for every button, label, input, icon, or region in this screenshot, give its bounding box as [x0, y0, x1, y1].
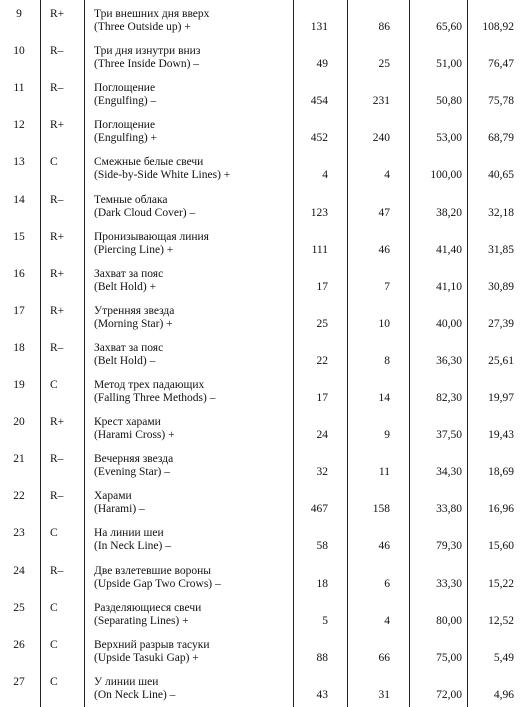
- total-count: 4: [322, 169, 328, 182]
- profit-value: 31,85: [488, 243, 514, 256]
- success-count: 7: [384, 280, 390, 293]
- pattern-name-en: (Falling Three Methods) –: [94, 392, 216, 404]
- pattern-name-en: (Side-by-Side White Lines) +: [94, 169, 231, 182]
- total-count: 18: [316, 577, 328, 590]
- profit-value: 40,65: [488, 169, 514, 182]
- pattern-number: 22: [13, 490, 25, 503]
- pattern-name-en: (Belt Hold) +: [94, 280, 157, 293]
- total-count: 43: [316, 688, 328, 701]
- table-row: [0, 188, 528, 225]
- pattern-name-ru: На линии шеи: [94, 527, 164, 540]
- pattern-number: 19: [13, 379, 25, 391]
- total-count: 17: [316, 392, 328, 404]
- table-row: [0, 336, 528, 373]
- pattern-type: C: [50, 156, 58, 169]
- pattern-number: 21: [13, 453, 25, 466]
- pattern-number: 15: [13, 230, 25, 243]
- pattern-number: 25: [13, 601, 25, 614]
- pattern-name-en: (In Neck Line) –: [94, 540, 171, 553]
- pattern-name-en: (Dark Cloud Cover) –: [94, 206, 196, 219]
- profit-value: 15,60: [488, 540, 514, 553]
- success-count: 14: [378, 392, 390, 404]
- success-percent: 33,30: [436, 577, 462, 590]
- pattern-name-en: (Belt Hold) –: [94, 354, 156, 367]
- pattern-name-ru: Три дня изнутри вниз: [94, 45, 201, 58]
- profit-value: 25,61: [488, 354, 514, 367]
- pattern-name-ru: Вечерняя звезда: [94, 453, 174, 466]
- pattern-name-en: (Engulfing) –: [94, 95, 157, 108]
- profit-value: 19,43: [488, 429, 514, 442]
- pattern-name-en: (Three Outside up) +: [94, 21, 191, 33]
- pattern-name-ru: Метод трех падающих: [94, 379, 205, 391]
- success-percent: 82,30: [436, 392, 462, 404]
- pattern-number: 24: [13, 564, 25, 577]
- success-percent: 41,40: [436, 243, 462, 256]
- profit-value: 68,79: [488, 132, 514, 145]
- profit-value: 76,47: [488, 58, 514, 71]
- pattern-name: [94, 639, 294, 665]
- success-percent: 38,20: [436, 206, 462, 219]
- total-count: 131: [310, 21, 328, 33]
- table-row: [0, 2, 528, 39]
- pattern-name-ru: Разделяющиеся свечи: [94, 601, 202, 614]
- table-row: [0, 299, 528, 336]
- success-percent: 80,00: [436, 614, 462, 627]
- pattern-name: [94, 305, 294, 331]
- pattern-number: 20: [13, 416, 25, 429]
- pattern-name-ru: Крест харами: [94, 416, 161, 429]
- pattern-name: [94, 379, 294, 405]
- pattern-name-en: (On Neck Line) –: [94, 688, 176, 701]
- table-row: [0, 670, 528, 707]
- profit-value: 27,39: [488, 317, 514, 330]
- pattern-type: C: [50, 638, 58, 651]
- table-row: [0, 150, 528, 187]
- pattern-name: [94, 676, 294, 702]
- success-percent: 100,00: [430, 169, 462, 182]
- success-count: 46: [378, 540, 390, 553]
- success-count: 66: [378, 651, 390, 664]
- profit-value: 18,69: [488, 466, 514, 479]
- pattern-name-ru: Захват за пояс: [94, 267, 164, 280]
- success-count: 25: [378, 58, 390, 71]
- success-count: 240: [372, 132, 390, 145]
- profit-value: 4,96: [493, 688, 514, 701]
- pattern-name-ru: У линии шеи: [94, 675, 159, 688]
- pattern-name: [94, 8, 294, 34]
- success-count: 46: [378, 243, 390, 256]
- pattern-name-ru: Две взлетевшие вороны: [94, 564, 212, 577]
- total-count: 123: [310, 206, 328, 219]
- pattern-name-en: (Upside Tasuki Gap) +: [94, 651, 199, 664]
- pattern-number: 10: [13, 45, 25, 58]
- pattern-name-en: (Three Inside Down) –: [94, 58, 200, 71]
- total-count: 25: [316, 317, 328, 330]
- pattern-number: 17: [13, 304, 25, 317]
- pattern-type: R+: [50, 304, 65, 317]
- success-count: 10: [378, 317, 390, 330]
- pattern-name-en: (Piercing Line) +: [94, 243, 174, 256]
- pattern-type: R+: [50, 8, 65, 20]
- pattern-name: [94, 156, 294, 182]
- pattern-name-ru: Утренняя звезда: [94, 304, 175, 317]
- success-percent: 53,00: [436, 132, 462, 145]
- pattern-name: [94, 119, 294, 145]
- pattern-number: 26: [13, 638, 25, 651]
- pattern-name: [94, 527, 294, 553]
- pattern-number: 16: [13, 267, 25, 280]
- table-row: [0, 39, 528, 76]
- success-count: 86: [378, 21, 390, 33]
- profit-value: 30,89: [488, 280, 514, 293]
- total-count: 22: [316, 354, 328, 367]
- pattern-type: C: [50, 675, 58, 688]
- pattern-name-en: (Harami Cross) +: [94, 429, 175, 442]
- pattern-name-en: (Separating Lines) +: [94, 614, 189, 627]
- success-percent: 75,00: [436, 651, 462, 664]
- success-percent: 51,00: [436, 58, 462, 71]
- pattern-type: R+: [50, 230, 65, 243]
- pattern-name: [94, 565, 294, 591]
- pattern-name: [94, 231, 294, 257]
- pattern-type: C: [50, 527, 58, 540]
- pattern-type: R–: [50, 564, 64, 577]
- pattern-number: 12: [13, 119, 25, 132]
- pattern-type: R+: [50, 119, 65, 132]
- table-row: [0, 262, 528, 299]
- pattern-name-en: (Morning Star) +: [94, 317, 173, 330]
- pattern-type: R–: [50, 82, 64, 95]
- success-percent: 37,50: [436, 429, 462, 442]
- success-count: 231: [372, 95, 390, 108]
- success-count: 6: [384, 577, 390, 590]
- pattern-name-ru: Пронизывающая линия: [94, 230, 209, 243]
- success-percent: 34,30: [436, 466, 462, 479]
- table-row: [0, 596, 528, 633]
- table-row: [0, 225, 528, 262]
- success-count: 9: [384, 429, 390, 442]
- table-row: [0, 113, 528, 150]
- profit-value: 12,52: [488, 614, 514, 627]
- success-count: 47: [378, 206, 390, 219]
- success-count: 158: [372, 503, 390, 516]
- pattern-type: C: [50, 379, 58, 391]
- success-percent: 41,10: [436, 280, 462, 293]
- pattern-name-ru: Смежные белые свечи: [94, 156, 204, 169]
- profit-value: 5,49: [493, 651, 514, 664]
- table-row: [0, 447, 528, 484]
- success-count: 31: [378, 688, 390, 701]
- table-row: [0, 633, 528, 670]
- pattern-number: 18: [13, 341, 25, 354]
- total-count: 17: [316, 280, 328, 293]
- pattern-type: R–: [50, 490, 64, 503]
- table-row: [0, 76, 528, 113]
- pattern-type: R+: [50, 416, 65, 429]
- success-count: 4: [384, 169, 390, 182]
- pattern-name: [94, 416, 294, 442]
- profit-value: 75,78: [488, 95, 514, 108]
- profit-value: 108,92: [482, 21, 514, 33]
- total-count: 467: [310, 503, 328, 516]
- success-percent: 79,30: [436, 540, 462, 553]
- pattern-type: C: [50, 601, 58, 614]
- pattern-number: 9: [16, 8, 22, 20]
- pattern-name-en: (Engulfing) +: [94, 132, 158, 145]
- success-percent: 65,60: [436, 21, 462, 33]
- pattern-name: [94, 602, 294, 628]
- total-count: 88: [316, 651, 328, 664]
- pattern-number: 27: [13, 675, 25, 688]
- total-count: 111: [311, 243, 328, 256]
- pattern-name-en: (Upside Gap Two Crows) –: [94, 577, 221, 590]
- pattern-name-ru: Три внешних дня вверх: [94, 8, 210, 20]
- pattern-name-ru: Поглощение: [94, 82, 156, 95]
- profit-value: 19,97: [488, 392, 514, 404]
- total-count: 58: [316, 540, 328, 553]
- pattern-type: R–: [50, 453, 64, 466]
- pattern-name-ru: Захват за пояс: [94, 341, 164, 354]
- pattern-name: [94, 453, 294, 479]
- pattern-name: [94, 82, 294, 108]
- success-percent: 36,30: [436, 354, 462, 367]
- pattern-number: 14: [13, 193, 25, 206]
- pattern-number: 11: [13, 82, 25, 95]
- success-percent: 50,80: [436, 95, 462, 108]
- pattern-number: 13: [13, 156, 25, 169]
- total-count: 49: [316, 58, 328, 71]
- profit-value: 15,22: [488, 577, 514, 590]
- pattern-name: [94, 490, 294, 516]
- table-row: [0, 484, 528, 521]
- total-count: 452: [310, 132, 328, 145]
- table-row: [0, 373, 528, 410]
- pattern-name: [94, 45, 294, 71]
- success-percent: 33,80: [436, 503, 462, 516]
- pattern-type: R+: [50, 267, 65, 280]
- pattern-number: 23: [13, 527, 25, 540]
- pattern-name-en: (Evening Star) –: [94, 466, 171, 479]
- success-percent: 40,00: [436, 317, 462, 330]
- total-count: 32: [316, 466, 328, 479]
- total-count: 5: [322, 614, 328, 627]
- pattern-name-ru: Верхний разрыв тасуки: [94, 638, 210, 651]
- pattern-name-en: (Harami) –: [94, 503, 145, 516]
- table-row: [0, 410, 528, 447]
- success-count: 4: [384, 614, 390, 627]
- pattern-name: [94, 342, 294, 368]
- success-count: 11: [378, 466, 390, 479]
- success-count: 8: [384, 354, 390, 367]
- pattern-name-ru: Харами: [94, 490, 132, 503]
- success-percent: 72,00: [436, 688, 462, 701]
- table-row: [0, 521, 528, 558]
- profit-value: 16,96: [488, 503, 514, 516]
- pattern-type: R–: [50, 193, 64, 206]
- table-row: [0, 559, 528, 596]
- pattern-name: [94, 194, 294, 220]
- pattern-name: [94, 268, 294, 294]
- pattern-name-ru: Поглощение: [94, 119, 156, 132]
- pattern-name-ru: Темные облака: [94, 193, 168, 206]
- total-count: 454: [310, 95, 328, 108]
- total-count: 24: [316, 429, 328, 442]
- profit-value: 32,18: [488, 206, 514, 219]
- pattern-type: R–: [50, 341, 64, 354]
- pattern-type: R–: [50, 45, 64, 58]
